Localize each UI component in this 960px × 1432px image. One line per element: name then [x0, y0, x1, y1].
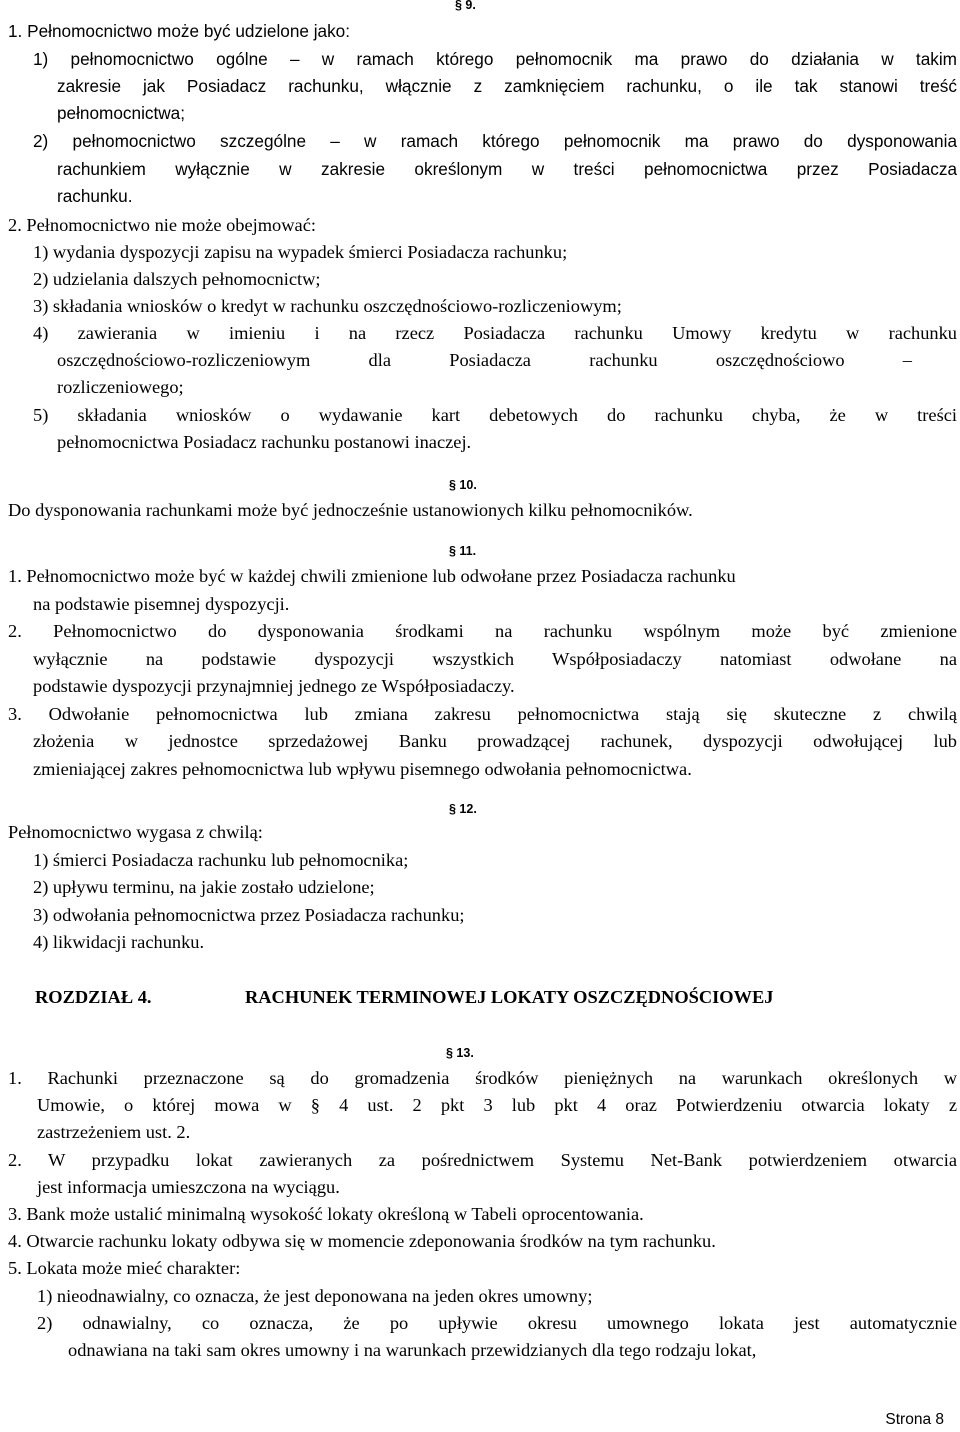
s9-line-2: 1) pełnomocnictwo ogólne – w ramach którego pełnomocnik ma prawo do działania w takim [33, 49, 957, 69]
page-number: Strona 8 [885, 1411, 944, 1428]
chapter-title: RACHUNEK TERMINOWEJ LOKATY OSZCZĘDNOŚCIOWEJ [245, 987, 774, 1007]
s12-line-4: 3) odwołania pełnomocnictwa przez Posiadacza rachunku; [33, 905, 465, 925]
s12-line-2: 1) śmierci Posiadacza rachunku lub pełnomocnika; [33, 850, 409, 870]
s13-line-6: 3. Bank może ustalić minimalną wysokość lokaty określoną w Tabeli oprocentowania. [8, 1204, 644, 1224]
s11-line-1: 1. Pełnomocnictwo może być w każdej chwili zmienione lub odwołane przez Posiadacza rachunku [8, 566, 736, 586]
s9-line-8: 2. Pełnomocnictwo nie może obejmować: [8, 215, 316, 235]
s13-line-5: jest informacja umieszczona na wyciągu. [37, 1177, 340, 1197]
s13-line-8: 5. Lokata może mieć charakter: [8, 1258, 241, 1278]
s9-line-6: rachunkiem wyłącznie w zakresie określonym w treści pełnomocnictwa przez Posiadacza [57, 159, 957, 179]
section-9-heading: § 9. [455, 0, 476, 12]
s10-line-1: Do dysponowania rachunkami może być jednocześnie ustanowionych kilku pełnomocników. [8, 500, 693, 520]
s13-line-4: 2. W przypadku lokat zawieranych za pośrednictwem Systemu Net-Bank potwierdzeniem otwarcia [8, 1150, 957, 1170]
s9-line-16: pełnomocnictwa Posiadacz rachunku postanowi inaczej. [57, 432, 472, 452]
s11-line-4: wyłącznie na podstawie dyspozycji wszystkich Współposiadaczy natomiast odwołane na [33, 649, 957, 669]
chapter-number: ROZDZIAŁ 4. [35, 987, 152, 1007]
s9-line-12: 4) zawierania w imieniu i na rzecz Posiadacza rachunku Umowy kredytu w rachunku [33, 323, 957, 343]
s11-line-6: 3. Odwołanie pełnomocnictwa lub zmiana zakresu pełnomocnictwa stają się skuteczne z chwilą [8, 704, 957, 724]
s12-line-5: 4) likwidacji rachunku. [33, 932, 205, 952]
s13-line-2: Umowie, o której mowa w § 4 ust. 2 pkt 3 lub pkt 4 oraz Potwierdzeniu otwarcia lokaty z [37, 1095, 957, 1115]
section-11-heading: § 11. [449, 544, 477, 558]
section-10-heading: § 10. [449, 478, 477, 492]
s13-line-10: 2) odnawialny, co oznacza, że po upływie okresu umownego lokata jest automatycznie [37, 1313, 957, 1333]
s11-line-8: zmieniającej zakres pełnomocnictwa lub wpływu pisemnego odwołania pełnomocnictwa. [33, 759, 692, 779]
s9-line-7: rachunku. [57, 186, 133, 206]
s9-line-4: pełnomocnictwa; [57, 103, 186, 123]
s9-line-9: 1) wydania dyspozycji zapisu na wypadek śmierci Posiadacza rachunku; [33, 242, 568, 262]
s13-line-3: zastrzeżeniem ust. 2. [37, 1122, 191, 1142]
s9-line-3: zakresie jak Posiadacz rachunku, włącznie z zamknięciem rachunku, o ile tak stanowi treść [57, 76, 957, 96]
s11-line-3: 2. Pełnomocnictwo do dysponowania środkami na rachunku wspólnym może być zmienione [8, 621, 957, 641]
section-13-heading: § 13. [446, 1046, 474, 1060]
s9-line-14: rozliczeniowego; [57, 377, 184, 397]
section-12-heading: § 12. [449, 802, 477, 816]
s11-line-5: podstawie dyspozycji przynajmniej jednego ze Współposiadaczy. [33, 676, 515, 696]
s9-line-13: oszczędnościowo-rozliczeniowym dla Posiadacza rachunku oszczędnościowo – [57, 350, 912, 370]
s9-line-11: 3) składania wniosków o kredyt w rachunku oszczędnościowo-rozliczeniowym; [33, 296, 622, 316]
s9-line-10: 2) udzielania dalszych pełnomocnictw; [33, 269, 321, 289]
s13-line-7: 4. Otwarcie rachunku lokaty odbywa się w momencie zdeponowania środków na tym rachunku. [8, 1231, 716, 1251]
s9-line-15: 5) składania wniosków o wydawanie kart debetowych do rachunku chyba, że w treści [33, 405, 957, 425]
s12-line-1: Pełnomocnictwo wygasa z chwilą: [8, 822, 263, 842]
s11-line-7: złożenia w jednostce sprzedażowej Banku prowadzącej rachunek, dyspozycji odwołującej lub [33, 731, 957, 751]
s13-line-9: 1) nieodnawialny, co oznacza, że jest deponowana na jeden okres umowny; [37, 1286, 593, 1306]
s11-line-2: na podstawie pisemnej dyspozycji. [33, 594, 290, 614]
s12-line-3: 2) upływu terminu, na jakie zostało udzielone; [33, 877, 375, 897]
s9-line-1: 1. Pełnomocnictwo może być udzielone jako: [8, 21, 351, 41]
s9-line-5: 2) pełnomocnictwo szczególne – w ramach którego pełnomocnik ma prawo do dysponowania [33, 131, 957, 151]
s13-line-1: 1. Rachunki przeznaczone są do gromadzenia środków pieniężnych na warunkach określonych w [8, 1068, 957, 1088]
s13-line-11: odnawiana na taki sam okres umowny i na warunkach przewidzianych dla tego rodzaju lokat, [68, 1340, 757, 1360]
